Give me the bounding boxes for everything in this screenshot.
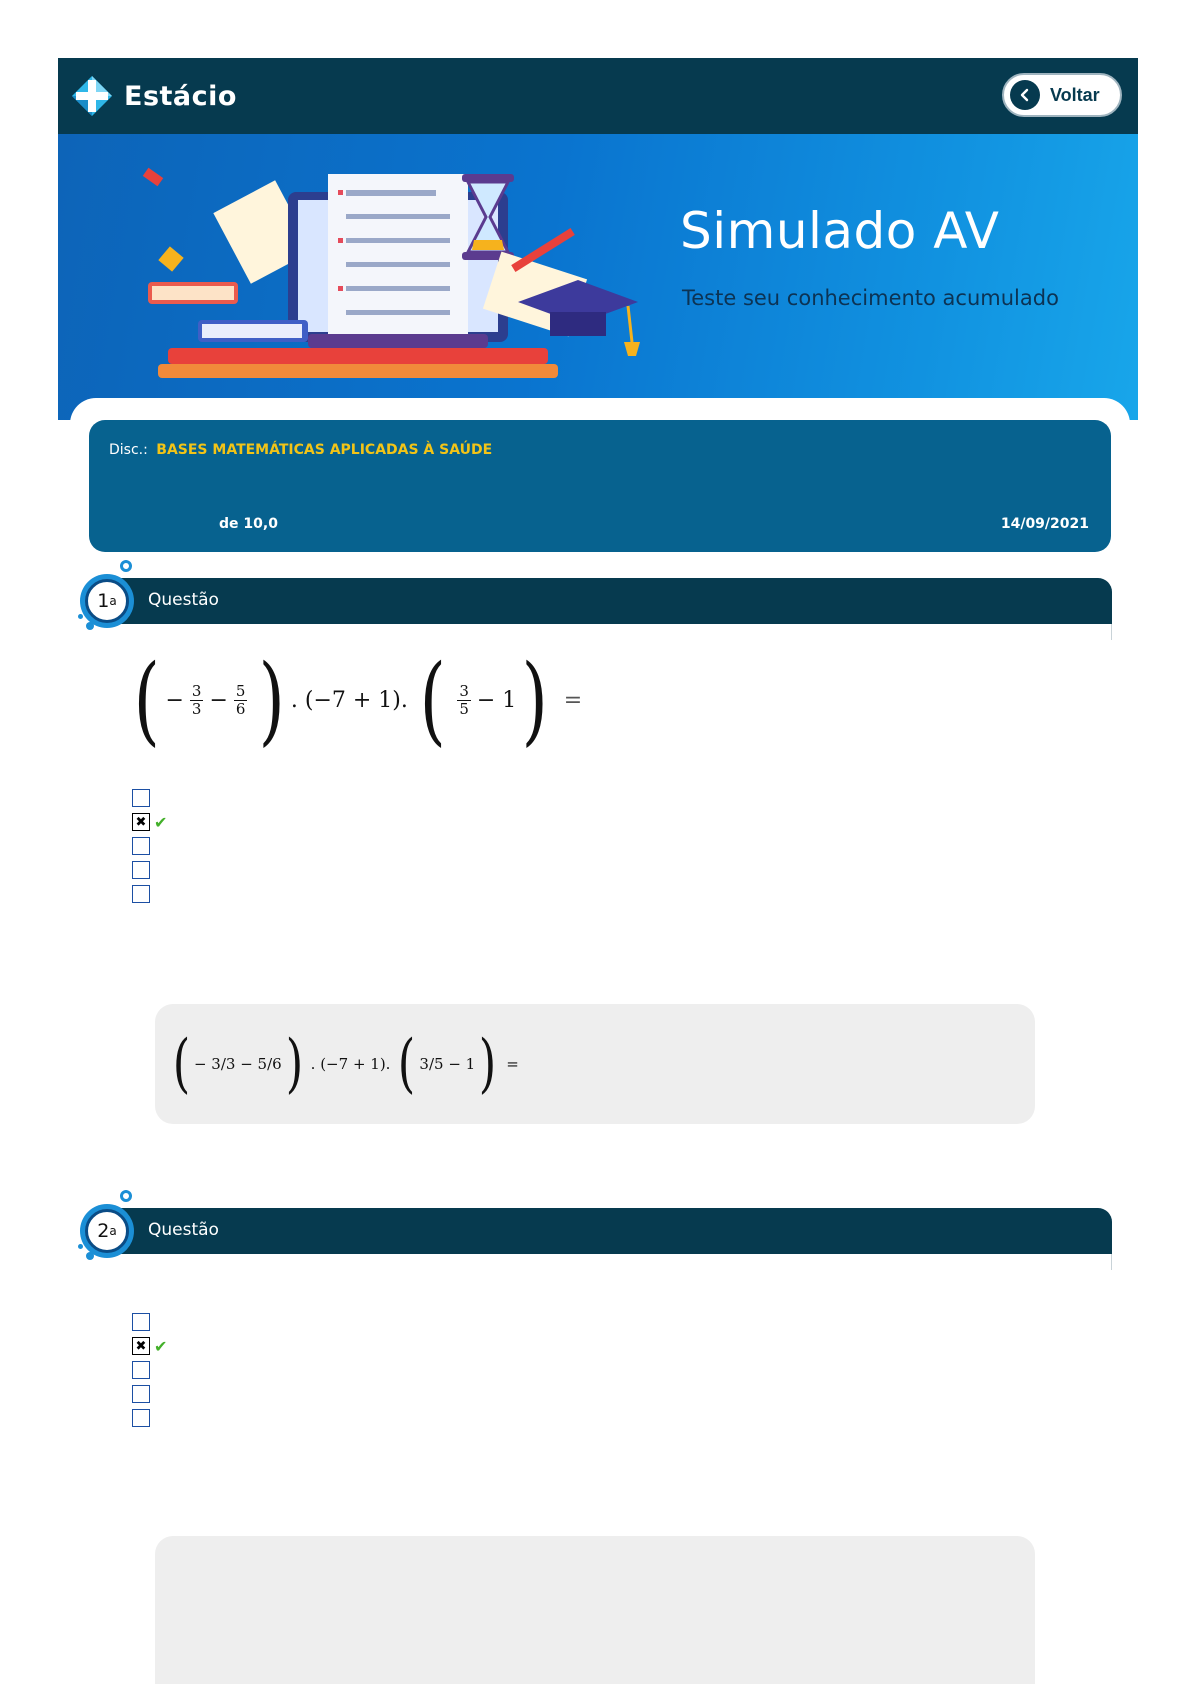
- fraction: [234, 683, 248, 718]
- question-bar: [114, 1208, 1112, 1254]
- decor-dot: [78, 1244, 83, 1249]
- decor-dot: [120, 560, 132, 572]
- open-paren: (: [419, 644, 446, 756]
- checkbox-icon[interactable]: [132, 885, 150, 903]
- fraction-numerator: 3: [459, 681, 469, 700]
- close-paren: ): [478, 1027, 497, 1101]
- checkbox-icon[interactable]: [132, 789, 150, 807]
- discipline-card: [89, 420, 1111, 552]
- study-illustration: [98, 152, 658, 402]
- open-paren: (: [133, 644, 160, 756]
- question-label: Questão: [148, 1220, 219, 1240]
- checkbox-icon[interactable]: [132, 837, 150, 855]
- checkbox-icon[interactable]: [132, 1385, 150, 1403]
- question-number-badge: [80, 1204, 134, 1258]
- grade-text: de 10,0: [219, 516, 278, 532]
- formula-minus: −: [209, 687, 228, 713]
- discipline-line: [109, 442, 492, 458]
- close-paren: ): [259, 644, 286, 756]
- question-label: Questão: [148, 590, 219, 610]
- question-header: [78, 560, 1112, 632]
- question-bar-edge: [1111, 624, 1112, 640]
- discipline-name: BASES MATEMÁTICAS APLICADAS À SAÚDE: [156, 442, 493, 458]
- answer-options: [132, 788, 167, 904]
- checkbox-icon[interactable]: [132, 861, 150, 879]
- back-button-label: Voltar: [1050, 84, 1100, 105]
- checked-box-icon[interactable]: ✖: [132, 1337, 150, 1355]
- fraction-numerator: 5: [235, 681, 246, 700]
- answer-option[interactable]: [132, 1312, 167, 1332]
- checkbox-icon[interactable]: [132, 1409, 150, 1427]
- close-paren: ): [521, 644, 549, 756]
- question-number: 2: [97, 1220, 110, 1242]
- back-button[interactable]: [1002, 73, 1122, 117]
- answer-option[interactable]: [132, 836, 167, 856]
- explanation-inner-1: − 3/3 − 5/6: [193, 1055, 282, 1073]
- answer-option[interactable]: [132, 860, 167, 880]
- question-header: [78, 1190, 1112, 1262]
- question-bar: [114, 578, 1112, 624]
- estacio-logo[interactable]: [70, 72, 237, 120]
- formula-tail: − 1: [476, 687, 517, 713]
- explanation-box: [155, 1004, 1035, 1124]
- decor-dot: [78, 614, 83, 619]
- answer-options: [132, 1312, 167, 1428]
- fraction-denominator: 5: [459, 699, 469, 718]
- logo-text: Estácio: [124, 80, 237, 112]
- estacio-logo-icon: [70, 74, 114, 118]
- answer-option[interactable]: [132, 1360, 167, 1380]
- hero-subtitle: Teste seu conhecimento acumulado: [682, 286, 1059, 310]
- fraction: [457, 683, 471, 718]
- checkbox-icon[interactable]: [132, 1313, 150, 1331]
- answer-option[interactable]: [132, 1384, 167, 1404]
- fraction-denominator: 3: [191, 699, 202, 718]
- question-ordinal: a: [109, 1224, 117, 1238]
- question-statement-formula: [128, 644, 583, 756]
- checked-box-icon[interactable]: ✖: [132, 813, 150, 831]
- formula-neg: −: [165, 687, 184, 713]
- exam-date: 14/09/2021: [1000, 516, 1089, 532]
- question-bar-edge: [1111, 1254, 1112, 1270]
- explanation-inner-2: 3/5 − 1: [419, 1055, 476, 1073]
- question-number-badge: [80, 574, 134, 628]
- answer-option[interactable]: [132, 812, 167, 832]
- correct-check-icon: ✔: [154, 812, 168, 832]
- question-number: 1: [97, 590, 110, 612]
- formula-equals: =: [563, 687, 583, 713]
- answer-option[interactable]: [132, 884, 167, 904]
- top-bar: [58, 58, 1138, 134]
- fraction-numerator: 3: [191, 681, 202, 700]
- answer-option[interactable]: [132, 1408, 167, 1428]
- discipline-prefix: Disc.:: [109, 442, 148, 458]
- explanation-equals: =: [506, 1055, 519, 1073]
- checkbox-icon[interactable]: [132, 1361, 150, 1379]
- answer-option[interactable]: [132, 1336, 167, 1356]
- chevron-left-icon: [1010, 80, 1040, 110]
- open-paren: (: [398, 1027, 416, 1101]
- explanation-middle: . (−7 + 1).: [310, 1055, 391, 1073]
- hero-banner: [58, 134, 1138, 420]
- formula-middle: . (−7 + 1).: [290, 687, 408, 713]
- answer-option[interactable]: [132, 788, 167, 808]
- fraction-denominator: 6: [235, 699, 246, 718]
- explanation-box: [155, 1536, 1035, 1684]
- hero-title: Simulado AV: [680, 202, 1000, 260]
- question-ordinal: a: [109, 594, 117, 608]
- correct-check-icon: ✔: [154, 1336, 168, 1356]
- open-paren: (: [172, 1027, 191, 1101]
- fraction: [190, 683, 204, 718]
- decor-dot: [120, 1190, 132, 1202]
- close-paren: ): [285, 1027, 303, 1101]
- explanation-formula: [169, 1027, 519, 1101]
